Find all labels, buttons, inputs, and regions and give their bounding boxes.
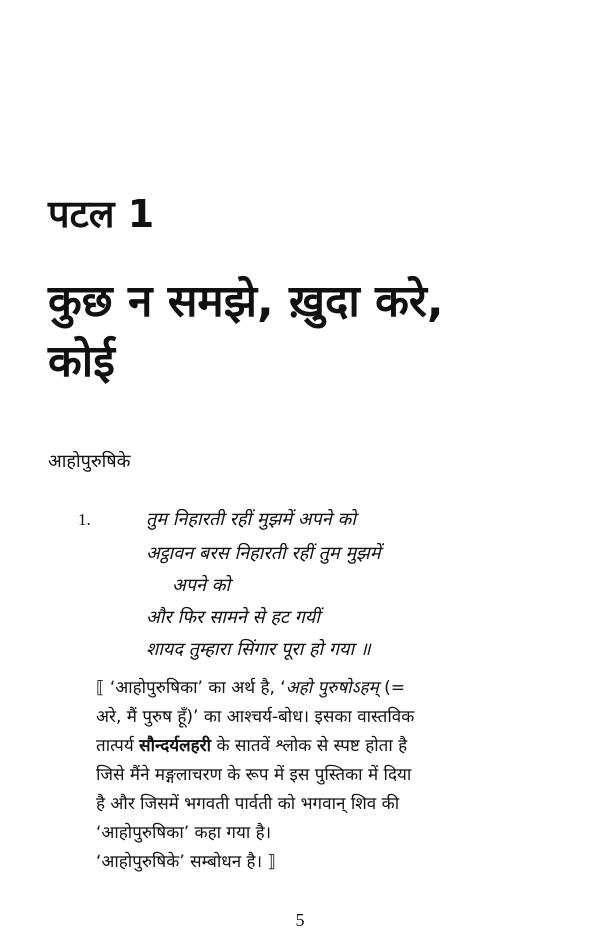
note-line-1-italic: अहो पुरुषोऽहम् (285, 678, 379, 698)
note-line-3-text-a: तात्पर्य (96, 736, 140, 756)
note-line-4: जिसे मैंने मङ्गलाचरण के रूप में इस पुस्तिका में दिया (96, 765, 412, 785)
verse-line-1: तुम निहारती रहीं मुझमें अपने को (146, 509, 356, 530)
chapter-title-line-1: कुछ न समझे, ख़ुदा करे, (48, 276, 444, 327)
verse-line-4: और फिर सामने से हट गयीं (146, 607, 320, 628)
page-number: 5 (295, 910, 305, 930)
note-line-6: ‘आहोपुरुषिका’ कहा गया है। (96, 823, 272, 843)
chapter-label: पटल 1 (48, 192, 155, 236)
chapter-title (48, 272, 568, 392)
note-line-3 (96, 732, 566, 761)
chapter-title-line-2: कोई (48, 336, 115, 387)
note-line-1-text-a: ⟦ ‘आहोपुरुषिका’ का अर्थ है, ‘ (96, 678, 286, 698)
note-line-7: ‘आहोपुरुषिके’ सम्बोधन है। ⟧ (96, 852, 276, 872)
verse-line-3: अपने को (172, 575, 231, 596)
verse-line-2: अट्ठावन बरस निहारती रहीं तुम मुझमें (146, 543, 381, 564)
note-line-5: है और जिसमें भगवती पार्वती को भगवान् शिव की (96, 794, 400, 814)
note-line-3-bold: सौन्दर्यलहरी (139, 736, 212, 756)
note-line-1-text-c: (= (378, 678, 405, 698)
note-line-1 (96, 674, 566, 703)
note-line-3-text-c: के सातवें श्लोक से स्पष्ट होता है (211, 736, 408, 756)
explanatory-note (96, 674, 566, 877)
verse-number: 1. (78, 510, 91, 529)
note-line-2: अरे, मैं पुरुष हूँ)’ का आश्चर्य-बोध। इसका वास्तविक (96, 707, 415, 727)
section-heading: आहोपुरुषिके (48, 451, 131, 472)
verse-line-5: शायद तुम्हारा सिंगार पूरा हो गया ॥ (146, 639, 371, 660)
